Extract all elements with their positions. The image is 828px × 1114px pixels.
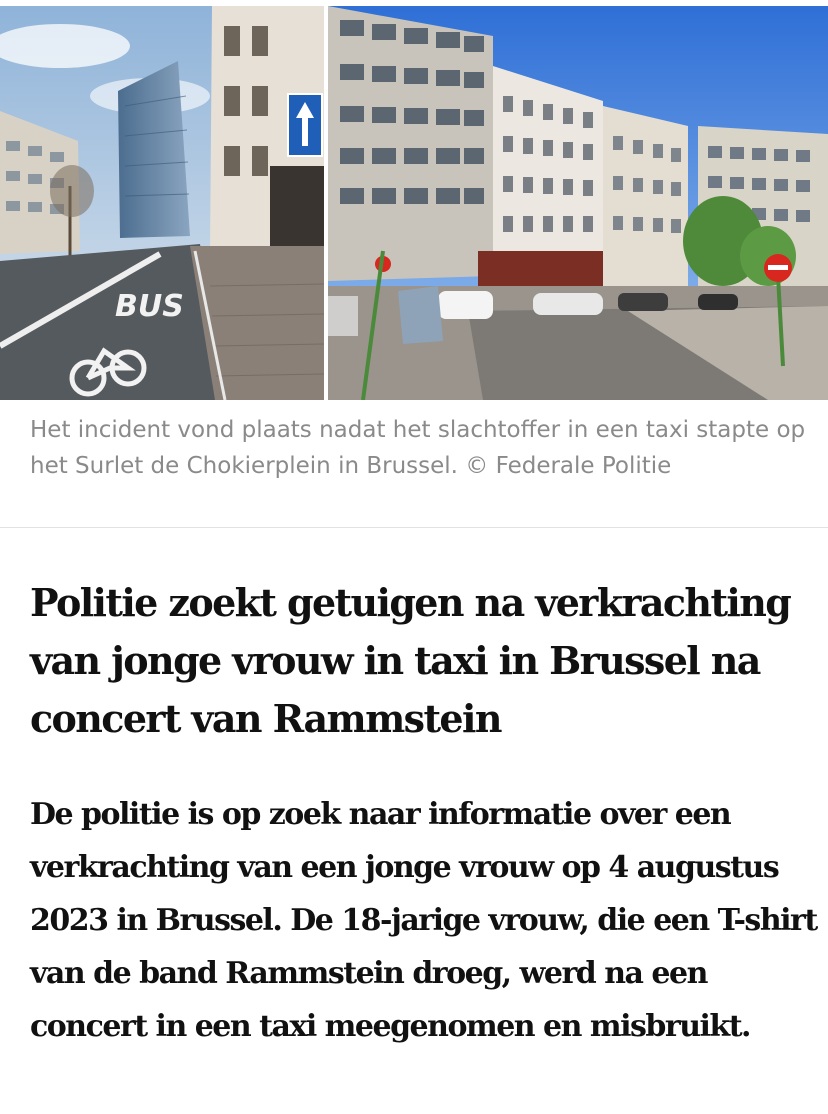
divider — [0, 527, 828, 528]
bus-road-marking: BUS — [115, 289, 184, 324]
article-headline: Politie zoekt getuigen na verkrachting van jonge vrouw in taxi in Brussel na concert van Rammstein — [30, 580, 791, 741]
article-lead: De politie is op zoek naar informatie over een verkrachting van een jonge vrouw op 4 augustus 2023 in Brussel. De 18-jarige vrouw, die een T-shirt van de band Rammstein droeg, werd na een concert in een taxi meegenomen en misbruikt. — [30, 797, 817, 1044]
photo-caption: Het incident vond plaats nadat het slachtoffer in een taxi stapte op het Surlet de Chokierplein in Brussel. © Federale Politie — [30, 417, 806, 479]
surlet-de-chokier-square-photo — [328, 6, 828, 400]
article-photo[interactable] — [0, 6, 828, 400]
street-bus-lane-photo — [0, 6, 324, 400]
